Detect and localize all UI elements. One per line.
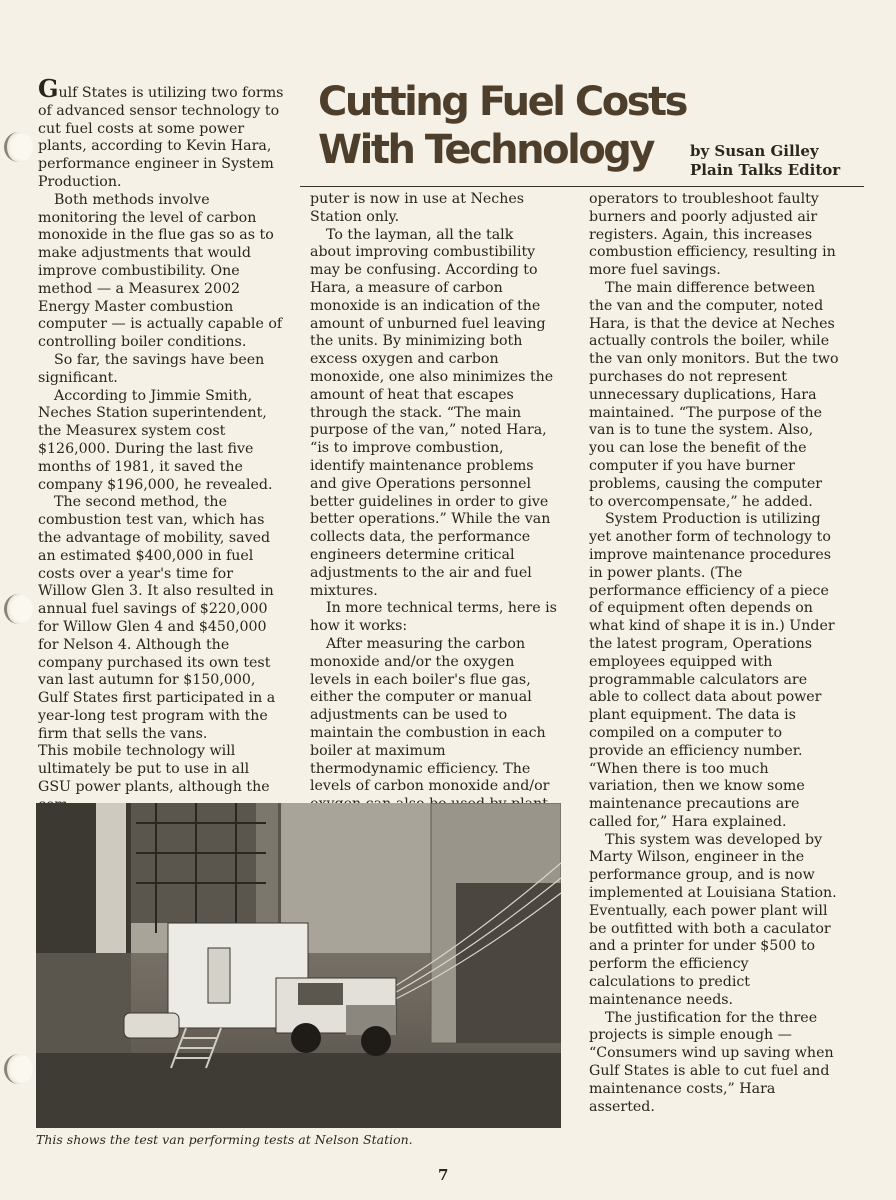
header-rule (300, 186, 864, 187)
paragraph: So far, the savings have been significant. (38, 351, 265, 386)
byline (690, 142, 840, 180)
headline-line-1: Cutting Fuel Costs (318, 79, 686, 125)
photo-illustration (36, 803, 561, 1128)
paragraph-text: ulf States is utilizing two forms of advanced sensor technology to cut fuel costs at some power plants, according to Kevin Hara, performance engineer in System Production. (38, 85, 284, 190)
paragraph: System Production is utilizing yet another form of technology to improve maintenance procedures in power plants. (The performance efficiency of a piece of equipment often depends on what kind of shape it is in.) Under the latest program, Operations employees equipped with programmable calculators are able to collect data about power plant equipment. The data is compiled on a computer to provide an efficiency number. “When there is too much variation, then we know some maintenance precautions are called for,” Hara explained. (589, 511, 835, 830)
paragraph: In more technical terms, here is how it works: (310, 600, 557, 635)
photo-caption: This shows the test van performing tests at Nelson Station. (36, 1132, 413, 1147)
paragraph (38, 74, 286, 192)
page-number: 7 (438, 1166, 449, 1184)
paragraph: operators to troubleshoot faulty burners and poorly adjusted air registers. Again, this increases combustion efficiency, resulting in more fuel savings. (589, 191, 836, 279)
binder-hole (4, 1054, 33, 1084)
paragraph: To the layman, all the talk about improving combustibility may be confusing. According to Hara, a measure of carbon monoxide is an indication of the amount of unburned fuel leaving the units. By minimizing both excess oxygen and carbon monoxide, one also minimizes the amount of heat that escapes through the stack. “The main purpose of the van,” noted Hara, “is to improve combustion, identify maintenance problems and give Operations personnel better guidelines in order to give better operations.” While the van collects data, the performance engineers determine critical adjustments to the air and fuel mixtures. (310, 226, 554, 599)
article-headline (318, 78, 686, 174)
paragraph: After measuring the carbon monoxide and/or the oxygen levels in each boiler's flue gas, either the computer or manual adjustments can be used to maintain the combustion in each boiler at maximum thermodynamic efficiency. The levels of carbon monoxide and/or (310, 635, 550, 795)
byline-role: Plain Talks Editor (690, 161, 841, 179)
paragraph: The second method, the combustion test van, which has the advantage of mobility, saved an estimated $400,000 in fuel costs over a year's time for Willow Glen 3. It also resulted in annual fuel savings of $220,000 for Willow Glen 4 and $450,000 for Nelson 4. Although the company purchased its own test van last autumn for $150,000, Gulf States first participated in a year-long test program with the firm that sells the vans. (38, 494, 276, 742)
paragraph: Both methods involve monitoring the level of carbon monoxide in the flue gas so as to make adjustments that would improve combustibility. One method — a Measurex 2002 Energy Master combustion computer — is actually capable of controlling boiler conditions. (38, 191, 283, 351)
paragraph: The justification for the three projects is simple enough — “Consumers wind up saving when Gulf States is able to cut fuel and maintenance costs,” Hara asserted. (589, 1009, 834, 1115)
binder-hole (4, 594, 33, 624)
article-column-2 (310, 191, 558, 814)
paragraph: The main difference between the van and the computer, noted Hara, is that the device at Neches actually controls the boiler, while the van only monitors. But the two purchases do not represent unnecessary duplications, Hara maintained. “The purpose of the van is to tune the system. Also, you can lose the benefit of the computer if you have burner problems, causing the computer to overcompensate,” he added. (589, 279, 839, 510)
paragraph: This system was developed by Marty Wilson, engineer in the performance group, and is now implemented at Louisiana Station. Eventually, each power plant will be outfitted with both a caculator and a printer for under $500 to perform the efficiency calculations to predict maintenance needs. (589, 831, 837, 1008)
article-column-3 (589, 191, 839, 1116)
paragraph: According to Jimmie Smith, Neches Station superintendent, the Measurex system cost $126,000. During the last five months of 1981, it saved the company $196,000, he revealed. (38, 387, 273, 493)
byline-author: by Susan Gilley (690, 142, 819, 160)
drop-cap: G (38, 74, 59, 103)
binder-hole (4, 132, 33, 162)
paragraph: This mobile technology will ultimately be put to use in all GSU power plants, although the (38, 743, 270, 796)
paragraph: puter is now in use at Neches Station only. (310, 191, 525, 225)
headline-line-2: With Technology (318, 127, 653, 173)
test-van-photo (36, 803, 561, 1128)
article-column-1 (38, 74, 286, 815)
